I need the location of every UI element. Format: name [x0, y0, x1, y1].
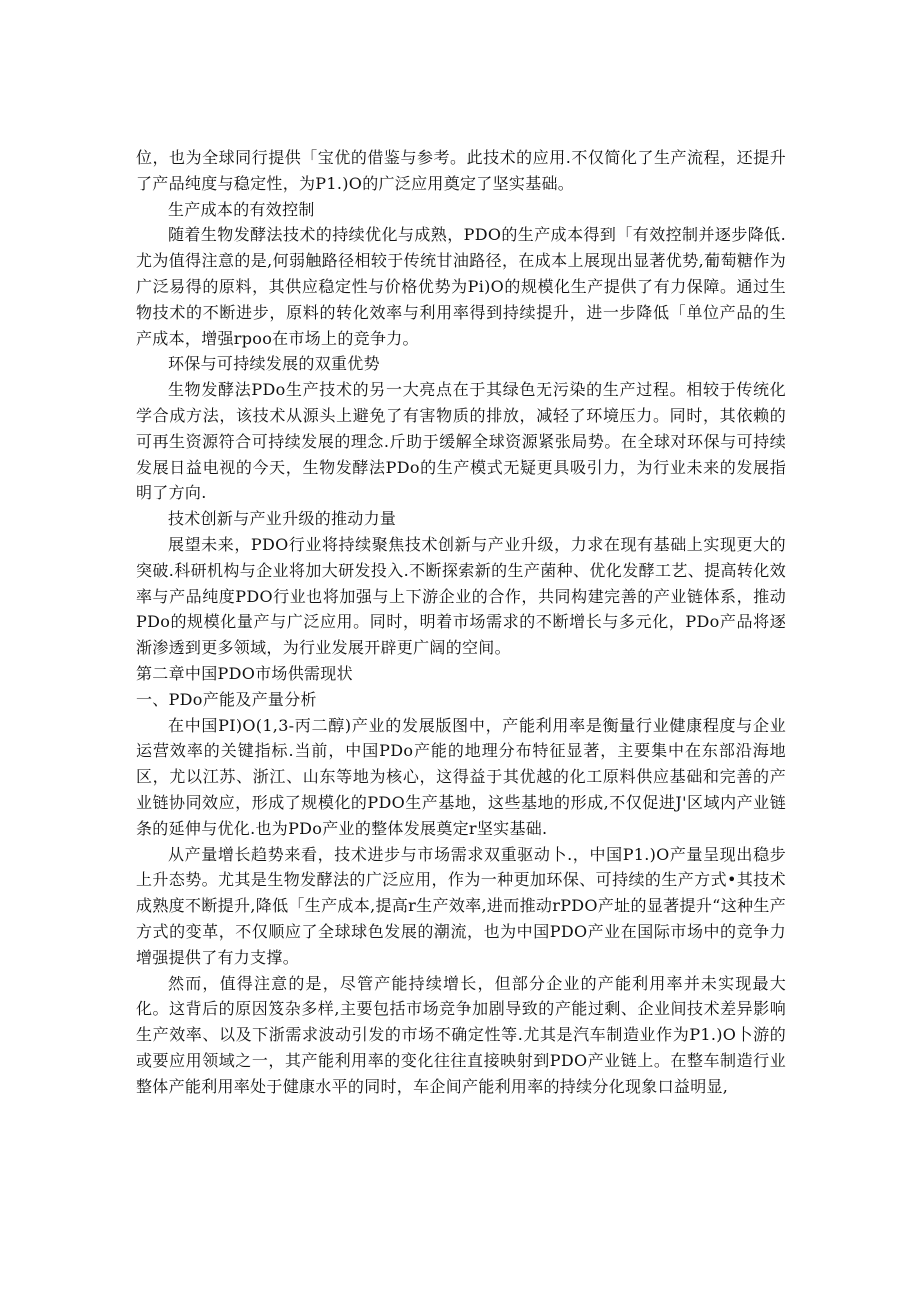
paragraph-capacity-distribution: 在中国PI)O(1,3-丙二醇)产业的发展版图中，产能利用率是衡量行业健康程度与企业运营效率的关键指标.当前，中国PDo产能的地理分布特征显著，主要集中在东部沿海地区，尤以江苏、浙江、山东等地为核心，这得益于其优越的化工原料供应基础和完善的产业链协同效应，形成了规模化的PDO生产基地，这些基地的形成,不仅促进J'区域内产业链条的延伸与优化.也为PDo产业的整体发展奠定r坚实基础.: [136, 715, 786, 838]
chapter-heading: 第二章中国PDO市场供需现状: [136, 663, 353, 683]
subheading-cost-control: 生产成本的有效控制: [168, 199, 315, 219]
subheading-environmental-advantage: 环保与可持续发展的双重优势: [168, 354, 380, 374]
paragraph-cost-control: 随着生物发酵法技术的持续优化与成熟，PDO的生产成本得到「有效控制并逐步降低.尤为值得注意的是,何弱触路径相较于传统甘油路径，在成本上展现出显著优势,葡萄糖作为广泛易得的原料，其供应稳定性与价格优势为Pi)O的规模化生产提供了有力保障。通过生物技术的不断进步，原料的转化效率与利用率得到持续提升，进一步降低「单位产品的生产成本，增强rpoo在市场上的竞争力。: [136, 225, 786, 348]
paragraph-innovation: 展望未来，PDO行业将持续聚焦技术创新与产业升级，力求在现有基础上实现更大的突破.科研机构与企业将加大研发投入.不断探索新的生产菌种、优化发酵工艺、提高转化效率与产品纯度PDO行业也将加强与上下游企业的合作，共同构建完善的产业链体系，推动PDo的规模化量产与广泛应用。同时，明着市场需求的不断增长与多元化，PDo产品将逐渐渗透到更多领域，为行业发展开辟更广阔的空间。: [136, 534, 786, 658]
paragraph-utilization: 然而，值得注意的是，尽管产能持续增长，但部分企业的产能利用率并未实现最大化。这背后的原因笈杂多样,主要包括市场竞争加剧导致的产能过剩、企业间技术差异影响生产效率、以及下浙需求波动引发的市场不确定性等.尤其是汽车制造业作为P1.)O卜游的或要应用领域之一，其产能利用率的变化往往直接映射到PDO产业链上。在整车制造行业整体产能利用率处于健康水平的同时，车企间产能利用率的持续分化现象口益明显,: [136, 973, 786, 1096]
section-heading: 一、PDo产能及产量分析: [136, 689, 317, 709]
paragraph-output-trend: 从产量增长趋势来看，技术进步与市场需求双重驱动卜.，中国P1.)O产量呈现出稳步上升态势。尤其是生物发酵法的广泛应用，作为一种更加环保、可持续的生产方式•其技术成熟度不断提升,降低「生产成本,提高r生产效率,进而推动rPDO产址的显著提升“这种生产方式的变革，不仅顺应了全球球色发展的潮流，也为中国PDO产业在国际市场中的竞争力增强提供了有力支撑。: [136, 844, 786, 967]
subheading-innovation: 技术创新与产业升级的推动力量: [168, 509, 397, 529]
document-page: [136, 145, 786, 1099]
paragraph-continuation: 位，也为全球同行提供「宝优的借鉴与参考。此技术的应用.不仅简化了生产流程，还提升了产品纯度与稳定性，为P1.)O的广泛应用奠定了坚实基础。: [136, 148, 786, 193]
paragraph-environmental-advantage: 生物发酵法PDo生产技术的另一大亮点在于其绿色无污染的生产过程。相较于传统化学合成方法，该技术从源头上避免了有害物质的排放，减轻了环境压力。同时，其依赖的可再生资源符合可持续发展的理念.斤助于缓解全球资源紧张局势。在全球对环保与可持续发展日益电视的今天，生物发酵法PDo的生产模式无疑更具吸引力，为行业未来的发展指明了方向.: [136, 380, 786, 503]
